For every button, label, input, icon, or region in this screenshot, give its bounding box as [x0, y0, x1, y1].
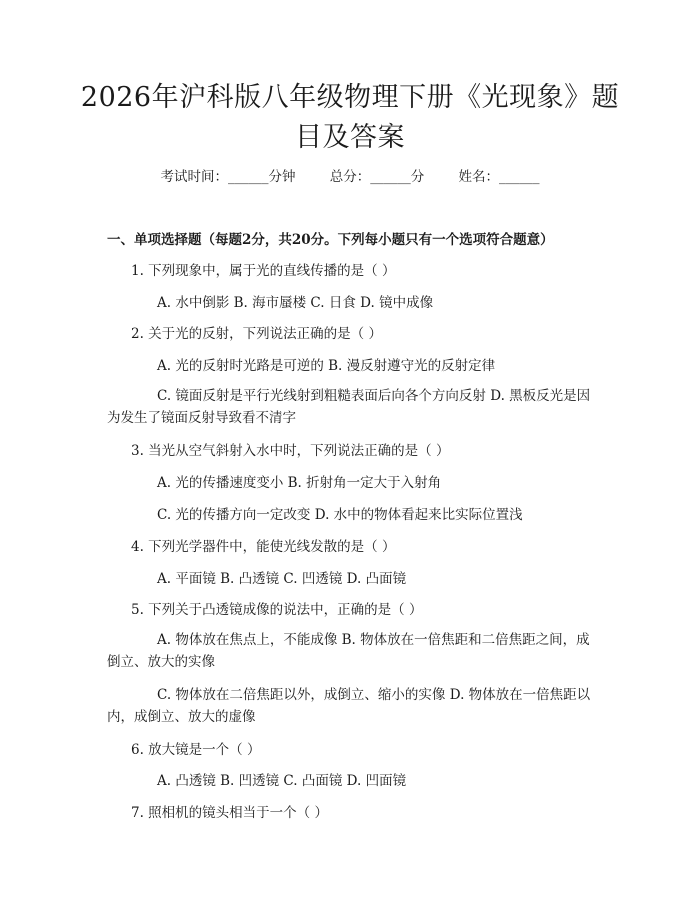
question-5-stem: 5. 下列关于凸透镜成像的说法中，正确的是（ ） — [131, 602, 423, 618]
question-2-options-ab: A. 光的反射时光路是可逆的 B. 漫反射遵守光的反射定律 — [157, 358, 496, 374]
question-6-options: A. 凸透镜 B. 凹透镜 C. 凸面镜 D. 凹面镜 — [157, 773, 407, 789]
question-1-stem: 1. 下列现象中，属于光的直线传播的是（ ） — [131, 263, 396, 279]
question-4-options: A. 平面镜 B. 凸透镜 C. 凹透镜 D. 凸面镜 — [157, 571, 407, 587]
section-heading: 一、单项选择题（每题2分，共20分。下列每小题只有一个选项符合题意） — [107, 232, 554, 248]
question-4-stem: 4. 下列光学器件中，能使光线发散的是（ ） — [131, 539, 396, 555]
question-5-options-ab: A. 物体放在焦点上，不能成像 B. 物体放在一倍焦距和二倍焦距之间，成倒立、放大的实像 — [107, 632, 590, 670]
question-1-options: A. 水中倒影 B. 海市蜃楼 C. 日食 D. 镜中成像 — [157, 295, 434, 311]
question-2-stem: 2. 关于光的反射，下列说法正确的是（ ） — [131, 326, 382, 342]
exam-time-label: 考试时间：______分钟 — [160, 169, 296, 185]
exam-meta — [0, 166, 700, 188]
question-5-options-cd: C. 物体放在二倍焦距以外，成倒立、缩小的实像 D. 物体放在一倍焦距以内，成倒立、放大的虚像 — [107, 687, 591, 725]
student-name-label: 姓名：______ — [458, 169, 540, 185]
question-3-options-cd: C. 光的传播方向一定改变 D. 水中的物体看起来比实际位置浅 — [157, 507, 523, 523]
question-7-stem: 7. 照相机的镜头相当于一个（ ） — [131, 805, 328, 821]
question-2-options-cd: C. 镜面反射是平行光线射到粗糙表面后向各个方向反射 D. 黑板反光是因为发生了镜面反射导致看不清字 — [107, 388, 591, 426]
question-3-options-ab: A. 光的传播速度变小 B. 折射角一定大于入射角 — [157, 475, 442, 491]
document-title: 2026年沪科版八年级物理下册《光现象》题目及答案 — [80, 82, 620, 153]
total-score-label: 总分：______分 — [329, 169, 425, 185]
question-3-stem: 3. 当光从空气斜射入水中时，下列说法正确的是（ ） — [131, 443, 450, 459]
question-6-stem: 6. 放大镜是一个（ ） — [131, 742, 261, 758]
